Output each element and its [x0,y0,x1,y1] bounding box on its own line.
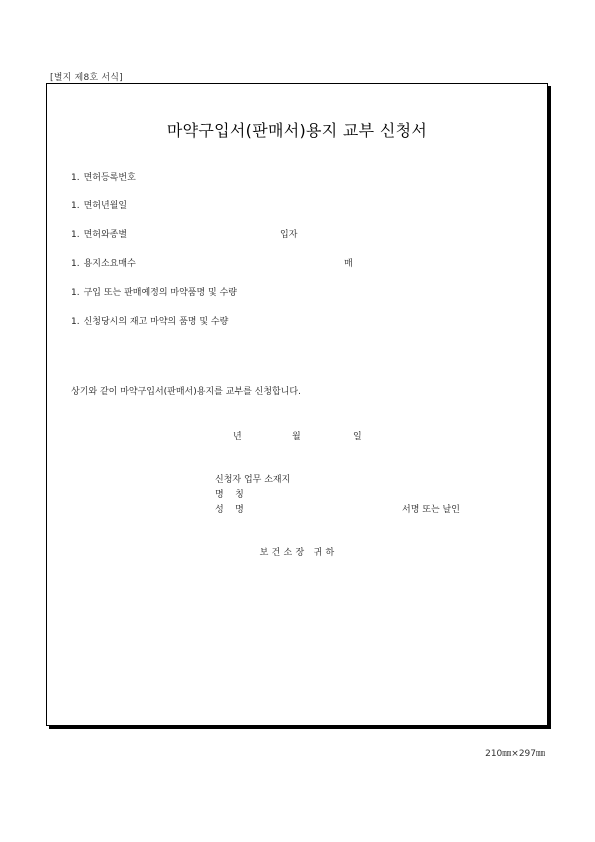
item-number: 1. [71,230,80,240]
item-label: 면허와종별 [83,230,128,240]
item-number: 1. [71,288,80,298]
item-license-date [71,198,127,211]
application-statement: 상기와 같이 마약구입서(판매서)용지를 교부를 신청합니다. [71,387,301,397]
item-license-type [71,227,127,240]
item-number: 1. [71,317,80,327]
applicant-person-label: 성 명 [215,505,244,515]
applicant-name-label: 명 칭 [215,490,244,500]
form-title: 마약구입서(판매서)용지 교부 신청서 [166,121,428,140]
date-month-label: 월 [292,432,301,442]
signature-label: 서명 또는 날인 [402,505,460,515]
item-label: 면허년월일 [83,201,128,211]
paper-size-label: 210㎜×297㎜ [485,749,545,759]
item-license-number [71,170,136,183]
date-year-label: 년 [233,432,242,442]
date-day-label: 일 [353,432,362,442]
sheet-count-unit: 매 [344,259,353,269]
item-number: 1. [71,173,80,183]
application-form [46,83,548,726]
item-label: 면허등록번호 [83,173,136,183]
license-type-unit: 입자 [280,230,298,240]
item-planned-drugs [71,285,237,298]
item-current-stock [71,314,228,327]
item-label: 구입 또는 판매예정의 마약품명 및 수량 [83,288,238,298]
form-number-tag: [별지 제8호 서식] [50,73,123,83]
item-number: 1. [71,259,80,269]
applicant-address-label: 신청자 업무 소재지 [215,475,291,485]
item-sheet-count [71,256,136,269]
item-label: 용지소요매수 [83,259,136,269]
item-number: 1. [71,201,80,211]
recipient-line: 보 건 소 장 귀 하 [259,548,335,558]
item-label: 신청당시의 재고 마약의 품명 및 수량 [83,317,229,327]
